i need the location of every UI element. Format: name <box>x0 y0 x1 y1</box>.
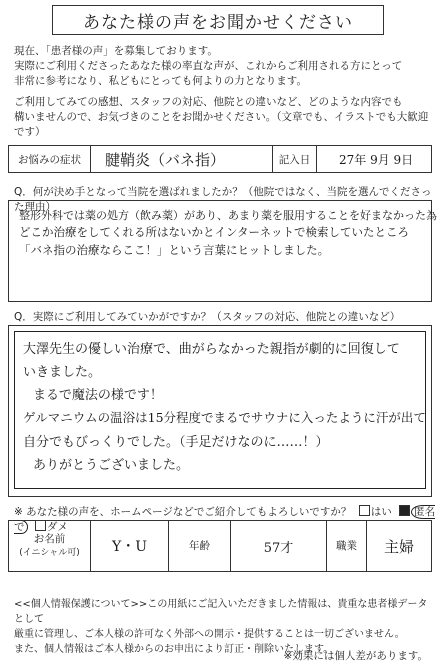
q1-question: Q．何が決め手となって当院を選ばれましたか？（他院ではなく、当院を選んでくださった理由） <box>14 186 432 213</box>
q1-answer-line: 「バネ指の治療ならここ！」という言葉にヒットしました。 <box>19 243 330 257</box>
age-value[interactable]: 57才 <box>231 521 327 571</box>
q2-answer-line: 大澤先生の優しい治療で、曲がらなかった親指が劇的に回復して <box>23 342 400 357</box>
effect-note: ※効果には個人差があります。 <box>283 650 428 662</box>
q2-question: Q．実際にご利用してみていかがですか？（スタッフの対応、他院との違いなど） <box>14 311 401 323</box>
symptom-label: お悩みの症状 <box>9 146 91 172</box>
q1-answer-box[interactable] <box>8 200 437 302</box>
name-label-cell <box>9 521 91 571</box>
q1-answer-line: 整形外科では薬の処方（飲み薬）があり、あまり薬を服用することを好まなかった為 <box>19 209 437 222</box>
q1-answer-line: どこか治療をしてくれる所はないかとインターネットで検索していたところ <box>19 225 409 239</box>
name-label: お名前 <box>33 533 66 545</box>
initial-checkbox[interactable] <box>399 505 410 516</box>
intro-line: ご利用してみての感想、スタッフの対応、他院との違いなど、どのような内容でも <box>14 96 403 108</box>
intro-line: 非常に参考になり、私どもにとっても何よりの力となります。 <box>14 75 307 87</box>
age-label: 年齢 <box>169 521 231 571</box>
homepage-question: ※ あなた様の声を、ホームページなどでご紹介してもよろしいですか？ <box>14 506 352 518</box>
initial-label: 匿名で <box>14 506 436 533</box>
intro-text <box>14 44 430 140</box>
no-label: ダメ <box>46 521 68 533</box>
yes-label: はい <box>370 506 392 518</box>
symptom-value[interactable]: 腱鞘炎（バネ指） <box>91 146 273 172</box>
job-value[interactable]: 主婦 <box>383 537 414 556</box>
date-label: 記入日 <box>273 146 317 172</box>
intro-line: 現在、「患者様の声」を募集しております。 <box>14 45 218 57</box>
intro-line: 実際にご利用くださったあなた様の率直な声が、これからご利用される方にとって <box>14 60 403 72</box>
q2-answer-line: いきました。 <box>23 365 102 380</box>
name-value[interactable]: Y・U <box>91 521 169 571</box>
form-title: あなた様の声をお聞かせください <box>52 5 384 35</box>
info-table <box>8 520 432 572</box>
job-label: 職業 <box>327 521 367 571</box>
q2-answer-line: ゲルマニウムの温浴は15分程度でまるでサウナに入ったように汗が出て <box>23 410 426 425</box>
q2-answer-line: 自分でもびっくりでした。（手足だけなのに……！） <box>23 435 329 450</box>
name-sublabel: (イニシャル可) <box>19 548 80 558</box>
intro-line: 構いませんので、お気づきのことをお聞かせください。（文章でも、イラストでも大歓迎です） <box>14 111 429 138</box>
symptom-row <box>8 145 432 173</box>
q2-answer-box[interactable] <box>8 325 432 497</box>
privacy-line: また、個人情報はご本人様からのお申出により訂正・削除いたします。 <box>14 644 334 655</box>
q2-answer-line: まるで魔法の様です！ <box>33 388 163 403</box>
q2-answer-line: ありがとうございました。 <box>33 458 190 473</box>
date-value[interactable]: 27年 9月 9日 <box>339 152 414 167</box>
yes-checkbox[interactable] <box>359 505 370 516</box>
privacy-line: 厳重に管理し、ご本人様の許可なく外部への開示・提供することは一切ございません。 <box>14 629 405 640</box>
privacy-line: <<個人情報保護について>>この用紙にご記入いただきました情報は、貴重な患者様データとして <box>14 599 428 625</box>
